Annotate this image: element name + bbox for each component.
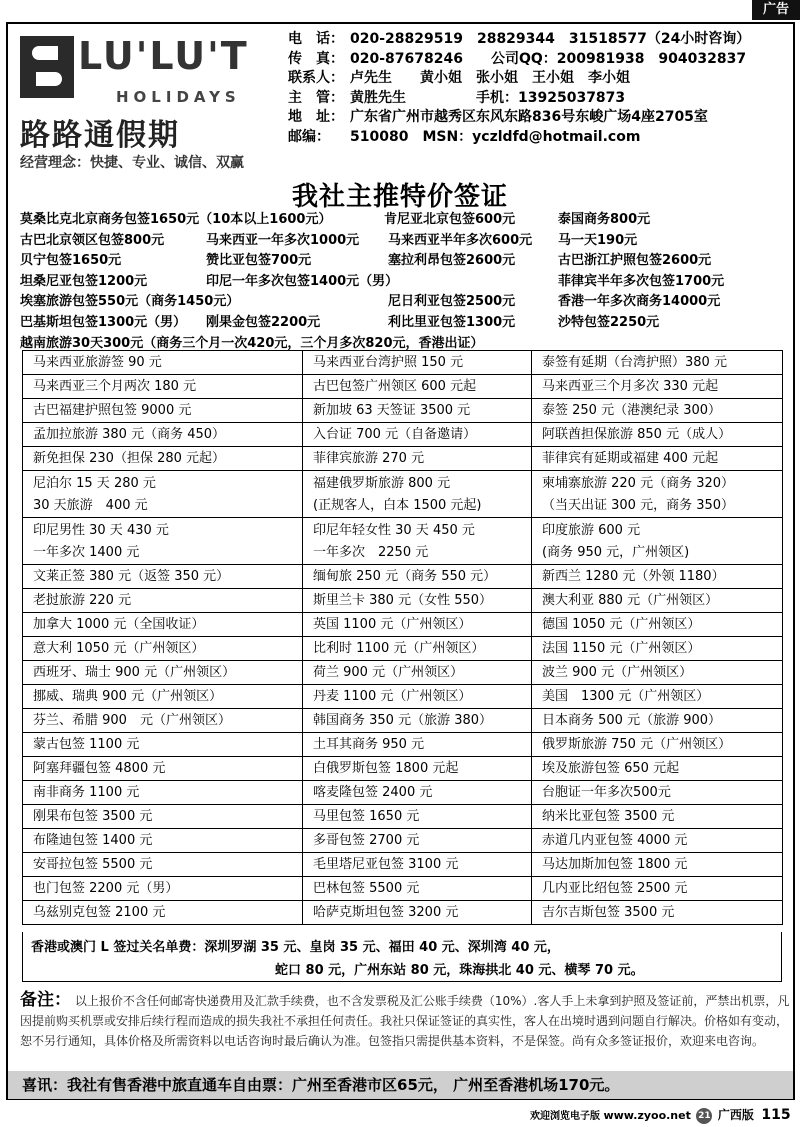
price-line: 阿联酋担保旅游 850 元（成人）: [542, 427, 732, 442]
price-cell: [532, 805, 783, 829]
price-line: 美国 1300 元（广州领区）: [542, 689, 710, 704]
price-line: 马里包签 1650 元: [313, 809, 420, 824]
price-row: [23, 399, 783, 423]
featured-item: 古巴北京领区包签800元: [20, 232, 165, 248]
price-line: 古巴包签广州领区 600 元起: [313, 379, 477, 394]
price-cell: [303, 685, 532, 709]
price-cell: [532, 471, 783, 518]
price-cell: [303, 853, 532, 877]
price-cell: [303, 637, 532, 661]
remarks: [20, 990, 790, 1051]
price-line: 印尼男性 30 天 430 元: [33, 523, 169, 538]
featured-item: 古巴浙江护照包签2600元: [558, 253, 712, 269]
price-row: [23, 518, 783, 565]
price-row: [23, 351, 783, 375]
price-row: [23, 829, 783, 853]
price-row: [23, 565, 783, 589]
price-line: 一年多次 2250 元: [313, 544, 429, 560]
price-row: [23, 589, 783, 613]
featured-item: 印尼一年多次包签1400元（男）: [206, 273, 399, 289]
price-cell: [23, 757, 303, 781]
price-line: 新免担保 230（担保 280 元起）: [33, 451, 226, 466]
price-line: 一年多次 1400 元: [33, 544, 140, 560]
price-line: 马来西亚三个月两次 180 元: [33, 379, 197, 394]
logo-s-icon: [20, 36, 74, 98]
price-cell: [23, 637, 303, 661]
price-cell: [532, 685, 783, 709]
price-cell: [532, 901, 783, 925]
price-row: [23, 423, 783, 447]
price-line: 毛里塔尼亚包签 3100 元: [313, 857, 459, 872]
featured-item: 尼日利亚包签2500元: [388, 294, 516, 310]
price-cell: [23, 805, 303, 829]
footer-website-link[interactable]: www.zyoo.net: [603, 1109, 691, 1122]
featured-item: 坦桑尼亚包签1200元: [20, 273, 148, 289]
price-cell: [532, 709, 783, 733]
price-cell: [303, 471, 532, 518]
featured-item: 泰国商务800元: [558, 212, 651, 227]
price-cell: [303, 829, 532, 853]
price-line: 荷兰 900 元（广州领区）: [313, 665, 464, 680]
price-line: 印尼年轻女性 30 天 450 元: [313, 523, 475, 538]
featured-item: 莫桑比克北京商务包签1650元（10本以上1600元）: [20, 212, 332, 227]
price-cell: [23, 399, 303, 423]
price-cell: [532, 589, 783, 613]
price-line: 土耳其商务 950 元: [313, 737, 425, 752]
price-row: [23, 637, 783, 661]
featured-item: 越南旅游30天300元（商务三个月一次420元，三个月多次820元，香港出证）: [20, 335, 484, 351]
remarks-heading: 备注：: [20, 990, 71, 1010]
price-line: 几内亚比绍包签 2500 元: [542, 881, 688, 896]
price-cell: [532, 565, 783, 589]
price-line: 比利时 1100 元（广州领区）: [313, 641, 485, 656]
price-cell: [303, 351, 532, 375]
featured-item: 肯尼亚北京包签600元: [384, 212, 516, 227]
price-line: 澳大利亚 880 元（广州领区）: [542, 593, 719, 608]
price-cell: [23, 423, 303, 447]
price-cell: [532, 613, 783, 637]
featured-item: 塞拉利昂包签2600元: [388, 253, 516, 269]
price-line: 马来西亚三个月多次 330 元起: [542, 379, 719, 394]
price-row: [23, 757, 783, 781]
price-row: [23, 375, 783, 399]
logo-brand: LU'LU'T: [78, 34, 249, 78]
price-cell: [532, 733, 783, 757]
price-cell: [303, 709, 532, 733]
page-title: 我社主推特价签证: [291, 182, 508, 212]
price-cell: [303, 805, 532, 829]
price-cell: [532, 351, 783, 375]
price-cell: [23, 661, 303, 685]
featured-item: 马来西亚一年多次1000元: [206, 232, 360, 248]
price-table: [22, 350, 783, 925]
company-logo: [10, 30, 280, 170]
price-line: 俄罗斯旅游 750 元（广州领区）: [542, 737, 732, 752]
price-line: 加拿大 1000 元（全国收证）: [33, 617, 205, 632]
featured-item: 香港一年多次商务14000元: [558, 294, 721, 310]
featured-item: 赞比亚包签700元: [206, 253, 312, 269]
price-cell: [23, 351, 303, 375]
price-cell: [532, 829, 783, 853]
price-row: [23, 853, 783, 877]
logo-chinese-name: 路路通假期: [20, 118, 180, 153]
featured-item: 菲律宾半年多次包签1700元: [558, 273, 725, 289]
price-line: 孟加拉旅游 380 元（商务 450）: [33, 427, 226, 442]
price-line: 丹麦 1100 元（广州领区）: [313, 689, 472, 704]
price-line: 巴林包签 5500 元: [313, 881, 420, 896]
price-line: 入台证 700 元（自备邀请）: [313, 427, 477, 442]
price-cell: [532, 637, 783, 661]
contact-manager: 主 管： 黄胜先生 手机：13925037873: [288, 89, 626, 106]
price-row: [23, 471, 783, 518]
price-cell: [303, 518, 532, 565]
price-line: 白俄罗斯包签 1800 元起: [313, 761, 459, 776]
price-line: （当天出证 300 元，商务 350）: [542, 497, 735, 513]
price-line: 老挝旅游 220 元: [33, 593, 132, 608]
price-line: 安哥拉包签 5500 元: [33, 857, 153, 872]
price-cell: [303, 423, 532, 447]
price-row: [23, 901, 783, 925]
price-line: 韩国商务 350 元（旅游 380）: [313, 713, 493, 728]
price-line: 西班牙、瑞士 900 元（广州领区）: [33, 665, 236, 680]
page-footer: [530, 1106, 791, 1124]
contact-fax: 传 真： 020-87678246 公司QQ：200981938 904032837: [288, 50, 747, 67]
price-row: [23, 709, 783, 733]
price-line: 波兰 900 元（广州领区）: [542, 665, 693, 680]
price-line: 埃及旅游包签 650 元起: [542, 761, 680, 776]
price-line: 新西兰 1280 元（外领 1180）: [542, 569, 725, 584]
price-line: 泰签 250 元（港澳纪录 300）: [542, 403, 722, 418]
price-line: 挪威、瑞典 900 元（广州领区）: [33, 689, 223, 704]
price-cell: [303, 589, 532, 613]
price-cell: [303, 613, 532, 637]
price-cell: [23, 447, 303, 471]
featured-item: 利比里亚包签1300元: [388, 314, 516, 330]
border-crossing-note: [22, 932, 782, 982]
price-cell: [303, 733, 532, 757]
price-cell: [303, 565, 532, 589]
price-line: 纳米比亚包签 3500 元: [542, 809, 675, 824]
price-line: 菲律宾旅游 270 元: [313, 451, 425, 466]
price-line: 南非商务 1100 元: [33, 785, 140, 800]
price-line: 赤道几内亚包签 4000 元: [542, 833, 688, 848]
remarks-text: 以上报价不含任何邮寄快递费用及汇款手续费，也不含发票税及汇公账手续费（10%）.客人手上未拿到护照及签证前，严禁出机票，凡因提前购买机票或安排后续行程而造成的损失我社不承担任何责任。我社只保证签证的真实性，客人在出境时遇到问题自行解决。价格如有变动，恕不另行通知，具体价格及所需资料以电话咨询时最后确认为准。包签指只需提供基本资料，不是保签。尚有众多签证报价，欢迎来电咨询。: [20, 994, 790, 1048]
price-line: 哈萨克斯坦包签 3200 元: [313, 905, 459, 920]
price-cell: [303, 661, 532, 685]
price-row: [23, 447, 783, 471]
price-row: [23, 781, 783, 805]
price-line: 蒙古包签 1100 元: [33, 737, 140, 752]
price-cell: [532, 877, 783, 901]
price-line: 福建俄罗斯旅游 800 元: [313, 476, 451, 491]
featured-item: 马来西亚半年多次600元: [388, 232, 533, 248]
price-cell: [532, 853, 783, 877]
price-cell: [23, 565, 303, 589]
price-row: [23, 661, 783, 685]
price-line: 布隆迪包签 1400 元: [33, 833, 153, 848]
price-line: 乌兹别克包签 2100 元: [33, 905, 166, 920]
border-note-line-2: 蛇口 80 元，广州东站 80 元，珠海拱北 40 元、横琴 70 元。: [275, 963, 644, 978]
featured-item: 沙特包签2250元: [558, 314, 660, 330]
price-line: 新加坡 63 天签证 3500 元: [313, 403, 471, 418]
border-note-line-1: 香港或澳门 L 签过关名单费：深圳罗湖 35 元、皇岗 35 元、福田 40 元、深圳湾 40 元，: [31, 940, 560, 955]
price-cell: [303, 375, 532, 399]
price-line: 多哥包签 2700 元: [313, 833, 420, 848]
price-line: 柬埔寨旅游 220 元（商务 320）: [542, 476, 735, 491]
price-line: 印度旅游 600 元: [542, 523, 641, 538]
featured-item: 巴基斯坦包签1300元（男）: [20, 314, 187, 330]
price-line: 尼泊尔 15 天 280 元: [33, 476, 156, 491]
page-number: 115: [761, 1107, 791, 1123]
price-row: [23, 613, 783, 637]
featured-item: 马一天190元: [558, 232, 638, 248]
price-row: [23, 685, 783, 709]
contact-address: 地 址： 广东省广州市越秀区东风东路836号东峻广场4座2705室: [288, 109, 708, 125]
contact-persons: 联系人： 卢先生 黄小姐 张小姐 王小姐 李小姐: [288, 70, 630, 86]
price-cell: [23, 518, 303, 565]
price-line: 喀麦隆包签 2400 元: [313, 785, 433, 800]
footer-browse: 欢迎浏览电子版: [530, 1111, 600, 1122]
contact-phone: 电 话： 020-28829519 28829344 31518577（24小时咨询）: [288, 31, 751, 47]
price-cell: [23, 877, 303, 901]
price-line: 菲律宾有延期或福建 400 元起: [542, 451, 719, 466]
price-line: 德国 1050 元（广州领区）: [542, 617, 701, 632]
price-cell: [23, 589, 303, 613]
price-cell: [532, 661, 783, 685]
price-line: 吉尔吉斯包签 3500 元: [542, 905, 675, 920]
price-line: 阿塞拜疆包签 4800 元: [33, 761, 166, 776]
price-cell: [532, 423, 783, 447]
price-line: (正规客人，白本 1500 元起): [313, 497, 482, 513]
featured-item: 埃塞旅游包签550元（商务1450元）: [20, 294, 240, 310]
price-line: 马来西亚旅游签 90 元: [33, 355, 162, 370]
price-cell: [303, 877, 532, 901]
price-line: 刚果布包签 3500 元: [33, 809, 153, 824]
price-cell: [532, 518, 783, 565]
price-line: 斯里兰卡 380 元（女性 550）: [313, 593, 493, 608]
price-line: 也门包签 2200 元（男）: [33, 881, 179, 896]
price-cell: [23, 471, 303, 518]
price-cell: [303, 901, 532, 925]
price-line: 台胞证一年多次500元: [542, 785, 671, 800]
price-cell: [23, 781, 303, 805]
contact-block: [288, 30, 788, 147]
price-line: 英国 1100 元（广州领区）: [313, 617, 472, 632]
price-row: [23, 805, 783, 829]
footer-edition: 广西版: [717, 1108, 754, 1122]
price-line: 缅甸旅 250 元（商务 550 元）: [313, 569, 497, 584]
price-line: 芬兰、希腊 900 元（广州领区）: [33, 713, 231, 728]
price-cell: [532, 375, 783, 399]
price-cell: [23, 375, 303, 399]
price-line: 古巴福建护照包签 9000 元: [33, 403, 192, 418]
price-row: [23, 733, 783, 757]
edition-badge-icon: 21: [696, 1108, 712, 1124]
price-cell: [23, 901, 303, 925]
price-line: 马达加斯加包签 1800 元: [542, 857, 688, 872]
price-cell: [303, 399, 532, 423]
price-line: 文莱正签 380 元（返签 350 元）: [33, 569, 230, 584]
logo-sub: HOLIDAYS: [116, 88, 241, 106]
price-cell: [23, 733, 303, 757]
price-line: (商务 950 元，广州领区): [542, 544, 690, 560]
featured-item: 刚果金包签2200元: [206, 314, 321, 330]
price-cell: [303, 447, 532, 471]
price-line: 泰签有延期（台湾护照）380 元: [542, 355, 727, 370]
price-cell: [532, 399, 783, 423]
price-cell: [532, 447, 783, 471]
price-cell: [532, 757, 783, 781]
price-cell: [23, 613, 303, 637]
price-cell: [23, 853, 303, 877]
price-cell: [532, 781, 783, 805]
contact-postcode-msn: 邮编： 510080 MSN：yczldfd@hotmail.com: [288, 128, 641, 145]
business-motto: 经营理念：快捷、专业、诚信、双赢: [20, 155, 244, 171]
price-cell: [23, 709, 303, 733]
price-line: 法国 1150 元（广州领区）: [542, 641, 701, 656]
featured-item: 贝宁包签1650元: [20, 253, 122, 269]
price-cell: [303, 781, 532, 805]
price-line: 30 天旅游 400 元: [33, 497, 148, 513]
price-cell: [23, 829, 303, 853]
price-line: 意大利 1050 元（广州领区）: [33, 641, 205, 656]
price-line: 日本商务 500 元（旅游 900）: [542, 713, 722, 728]
price-row: [23, 877, 783, 901]
announcement-bar: 喜讯：我社有售香港中旅直通车自由票：广州至香港市区65元， 广州至香港机场170元。: [8, 1071, 793, 1099]
ad-tag: 广告: [752, 0, 800, 20]
price-line: 马来西亚台湾护照 150 元: [313, 355, 464, 370]
price-cell: [23, 685, 303, 709]
price-cell: [303, 757, 532, 781]
featured-offers: [20, 208, 790, 352]
